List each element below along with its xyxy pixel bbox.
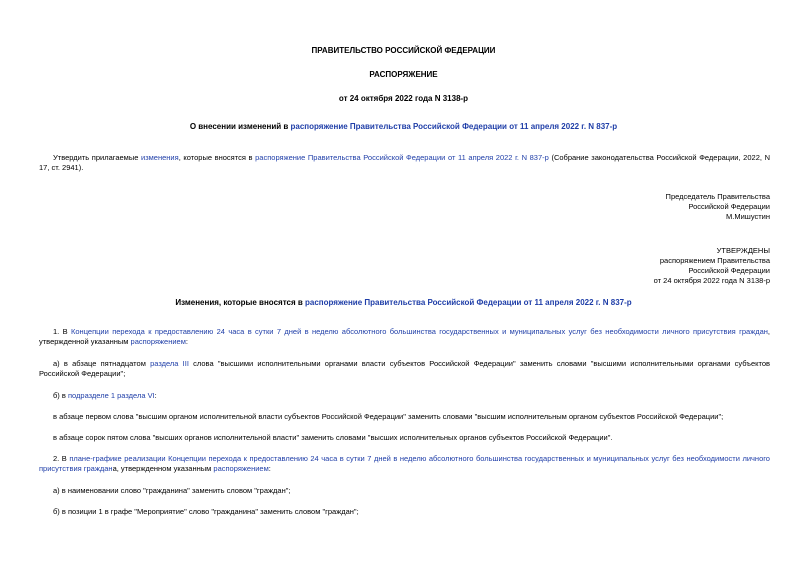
item-1b-link-subsection[interactable]: подразделе 1 раздела VI [67, 391, 155, 400]
title-prefix: О внесении изменений в [189, 122, 291, 131]
item-1b-text-2: : [154, 391, 157, 400]
item-2-link-order[interactable]: распоряжением [213, 464, 269, 473]
signature-org: Российской Федерации [688, 202, 770, 211]
item-1a-paragraph [39, 359, 770, 379]
title-link-837r[interactable]: распоряжение Правительства Российской Федерации от 11 апреля 2022 г. N 837-р [290, 122, 618, 131]
signature-position: Председатель Правительства [665, 192, 770, 201]
signature-block [570, 192, 770, 222]
item-1a-link-section-3[interactable]: раздела III [150, 359, 189, 368]
item-1-text-3: : [185, 337, 188, 346]
government-header: ПРАВИТЕЛЬСТВО РОССИЙСКОЙ ФЕДЕРАЦИИ [311, 46, 496, 55]
item-2a-paragraph: а) в наименовании слово "гражданина" заменить словом "граждан"; [53, 486, 291, 495]
item-1b-2-paragraph: в абзаце сорок пятом слова "высших органов исполнительной власти" заменить словами "высших исполнительных органов субъектов Российской Федерации". [53, 433, 613, 442]
item-1-link-concept[interactable]: Концепции перехода к предоставлению 24 часа в сутки 7 дней в неделю абсолютного большинства государственных и муниципальных услуг без необходимости личного присутствия граждан [71, 327, 768, 336]
item-2-text-3: : [268, 464, 271, 473]
intro-text-1: Утвердить прилагаемые [53, 153, 142, 162]
signature-name: М.Мишустин [726, 212, 770, 221]
document-date-number: от 24 октября 2022 года N 3138-р [338, 94, 469, 103]
approval-title: УТВЕРЖДЕНЫ [716, 246, 770, 255]
item-1-text-2: , утвержденной указанным [39, 327, 770, 346]
changes-title-link-837r[interactable]: распоряжение Правительства Российской Федерации от 11 апреля 2022 г. N 837-р [304, 298, 632, 307]
intro-text-3: (Собрание законодательства Российской Федерации, 2022, N 17, ст. 2941). [39, 153, 770, 172]
item-1-link-order[interactable]: распоряжением [130, 337, 186, 346]
item-1a-text-2: слова "высшими исполнительными органами власти субъектов Российской Федерации" заменить словами "высшими исполнительными органами субъектов Российской Федерации"; [39, 359, 770, 378]
item-2b-paragraph: б) в позиции 1 в графе "Мероприятие" слово "гражданина" заменить словом "граждан"; [53, 507, 359, 516]
item-1-paragraph [39, 327, 770, 347]
item-1-text-1: 1. В [53, 327, 72, 336]
item-2-paragraph [39, 454, 770, 474]
item-1b-text-1: б) в [53, 391, 68, 400]
approval-line-2: распоряжением Правительства [659, 256, 770, 265]
item-1b-paragraph [39, 391, 770, 401]
item-1a-text-1: а) в абзаце пятнадцатом [53, 359, 151, 368]
item-2-text-1: 2. В [53, 454, 70, 463]
changes-title-prefix: Изменения, которые вносятся в [175, 298, 305, 307]
approval-block [570, 246, 770, 286]
intro-text-2: , которые вносятся в [178, 153, 256, 162]
approval-line-3: Российской Федерации [688, 266, 770, 275]
intro-paragraph [39, 153, 770, 173]
intro-link-changes[interactable]: изменения [141, 153, 179, 162]
intro-link-837r[interactable]: распоряжение Правительства Российской Федерации от 11 апреля 2022 г. N 837-р [255, 153, 549, 162]
item-1b-1-paragraph: в абзаце первом слова "высшим органом исполнительной власти субъектов Российской Федерации" заменить словами "высшим исполнительным органом субъектов Российской Федерации"; [53, 412, 724, 421]
approval-line-4: от 24 октября 2022 года N 3138-р [653, 276, 770, 285]
changes-title [0, 298, 807, 308]
document-type: РАСПОРЯЖЕНИЕ [369, 70, 438, 79]
document-title [0, 122, 807, 132]
item-2-link-plan[interactable]: плане-графике реализации Концепции перехода к предоставлению 24 часа в сутки 7 дней в неделю абсолютного большинства государственных и муниципальных услуг без необходимости личного присутствия граждан [39, 454, 770, 473]
item-2-text-2: а, утвержденном указанным [112, 464, 214, 473]
